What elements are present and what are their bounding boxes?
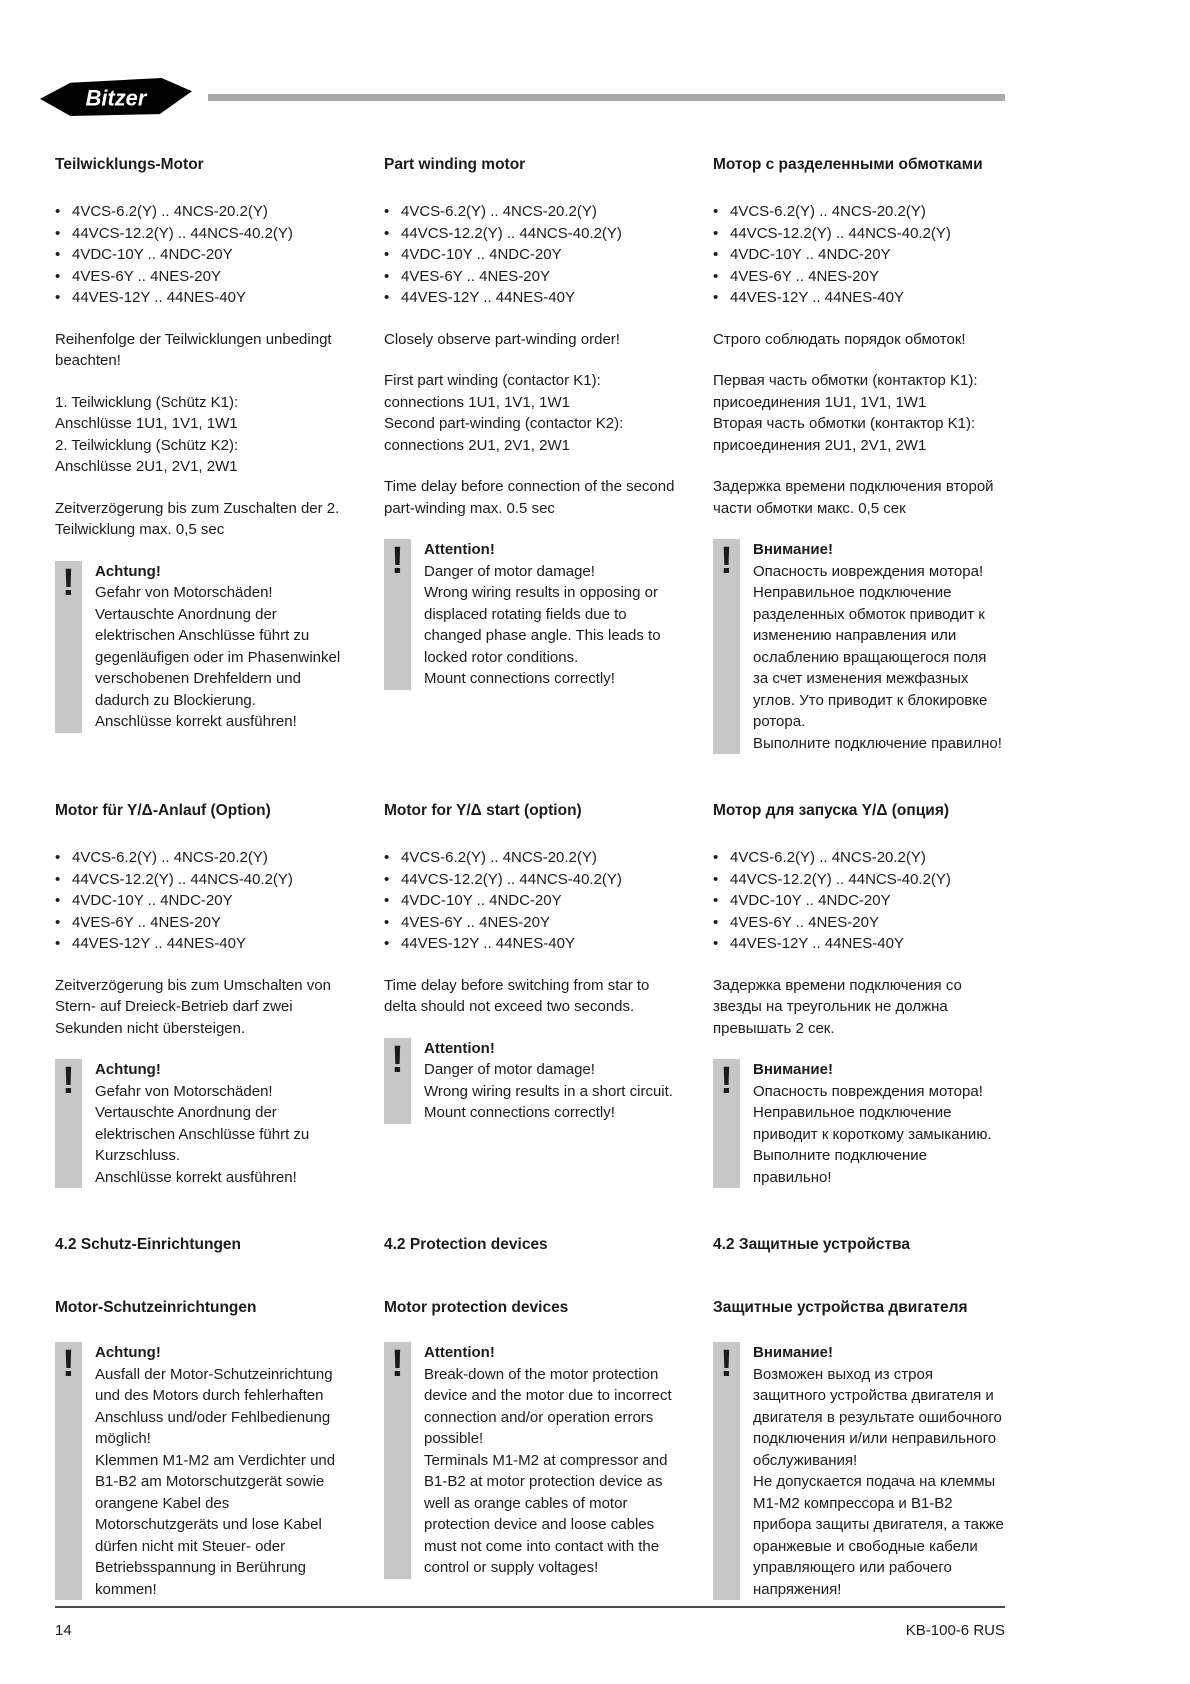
- bullet-icon: •: [55, 849, 61, 866]
- step-line: Первая часть обмотки (контактор K1):: [713, 372, 978, 389]
- model-item: [55, 869, 347, 891]
- model-text: 44VES-12Y .. 44NES-40Y: [72, 935, 246, 952]
- attention-body: [753, 1342, 1005, 1600]
- bullet-icon: •: [384, 849, 390, 866]
- model-item: [55, 266, 347, 288]
- model-text: 4VES-6Y .. 4NES-20Y: [401, 267, 550, 285]
- bullet-icon: •: [713, 892, 719, 909]
- model-text: 44VES-12Y .. 44NES-40Y: [401, 935, 575, 952]
- attention-title: Внимание!: [753, 1344, 833, 1361]
- section-sub-title: Motor-Schutzeinrichtungen: [55, 1299, 257, 1316]
- page-footer: [55, 1606, 1005, 1642]
- attention-line: Gefahr von Motorschäden!: [95, 584, 273, 601]
- model-item: [384, 933, 676, 955]
- attention-body: [753, 539, 1005, 754]
- attention-body: [424, 539, 676, 690]
- attention-line: Wrong wiring results in a short circuit.: [424, 1082, 673, 1100]
- model-text: 4VDC-10Y .. 4NDC-20Y: [72, 892, 233, 909]
- paragraph: Reihenfolge der Teilwicklungen unbedingt beachten!: [55, 330, 332, 369]
- bullet-icon: •: [384, 246, 390, 263]
- paragraph: Строго соблюдать порядок обмоток!: [713, 330, 966, 348]
- model-item: [55, 244, 347, 266]
- model-text: 4VDC-10Y .. 4NDC-20Y: [730, 246, 891, 263]
- attention-bar: [713, 1342, 740, 1600]
- bullet-icon: •: [713, 267, 719, 285]
- attention-line: Break-down of the motor protection device and the motor due to incorrect connection and/or operation errors possible!: [424, 1365, 672, 1447]
- model-item: [55, 890, 347, 912]
- attention-box: [713, 539, 1005, 754]
- model-text: 44VES-12Y .. 44NES-40Y: [730, 289, 904, 306]
- bullet-icon: •: [55, 203, 61, 220]
- attention-line: Неправильное подключение разделенных обмоток приводит к изменению направления или ослаблению вращающегося поля за счет изменения межфазных углов. Уто приводит к блокировке ротора.: [753, 584, 988, 730]
- model-text: 4VCS-6.2(Y) .. 4NCS-20.2(Y): [730, 849, 926, 866]
- model-item: [713, 223, 1005, 245]
- attention-bar: [384, 539, 411, 690]
- model-text: 4VES-6Y .. 4NES-20Y: [72, 267, 221, 285]
- bullet-icon: •: [713, 849, 719, 866]
- attention-line: Mount connections correctly!: [424, 1104, 615, 1121]
- model-text: 44VCS-12.2(Y) .. 44NCS-40.2(Y): [72, 224, 293, 242]
- exclamation-icon: !: [62, 1343, 75, 1385]
- section-title: Мотор с разделенными обмотками: [713, 156, 983, 173]
- attention-body: [753, 1059, 1005, 1188]
- step-line: присоединения 2U1, 2V1, 2W1: [713, 436, 927, 454]
- attention-box: [55, 561, 347, 733]
- model-item: [713, 933, 1005, 955]
- section-en-part-winding-motor: [384, 154, 676, 754]
- step-line: присоединения 1U1, 1V1, 1W1: [713, 393, 927, 411]
- section-sub-title: Защитные устройства двигателя: [713, 1299, 968, 1316]
- section-title: Part winding motor: [384, 156, 526, 173]
- model-text: 4VCS-6.2(Y) .. 4NCS-20.2(Y): [401, 849, 597, 866]
- section-title: Motor für Y/Δ-Anlauf (Option): [55, 802, 271, 819]
- step-line: Вторая часть обмотки (контактор K1):: [713, 415, 976, 432]
- model-item: [713, 912, 1005, 934]
- attention-box: [384, 1342, 676, 1579]
- model-item: [713, 287, 1005, 309]
- section-ru-part-winding-motor: [713, 154, 1005, 754]
- step-line: Second part-winding (contactor K2):: [384, 415, 624, 432]
- model-text: 44VCS-12.2(Y) .. 44NCS-40.2(Y): [730, 224, 951, 242]
- model-text: 44VCS-12.2(Y) .. 44NCS-40.2(Y): [401, 224, 622, 242]
- model-item: [55, 223, 347, 245]
- attention-box: [55, 1342, 347, 1600]
- section-en-yd-start: [384, 800, 676, 1188]
- model-text: 44VES-12Y .. 44NES-40Y: [730, 935, 904, 952]
- attention-line: Неправильное подключение приводит к короткому замыканию.: [753, 1104, 992, 1143]
- bullet-icon: •: [713, 246, 719, 263]
- paragraph: Zeitverzögerung bis zum Umschalten von Stern- auf Dreieck-Betrieb darf zwei Sekunden nicht übersteigen.: [55, 976, 331, 1037]
- document-code: KB-100-6 RUS: [905, 1622, 1005, 1639]
- attention-title: Achtung!: [95, 1061, 161, 1078]
- attention-line: Опасность иовреждения мотора!: [753, 562, 984, 580]
- bullet-icon: •: [384, 267, 390, 285]
- bullet-icon: •: [55, 870, 61, 888]
- paragraph: Time delay before connection of the second part-winding max. 0.5 sec: [384, 478, 675, 517]
- bullet-icon: •: [713, 224, 719, 242]
- model-text: 4VCS-6.2(Y) .. 4NCS-20.2(Y): [730, 203, 926, 220]
- model-text: 4VDC-10Y .. 4NDC-20Y: [72, 246, 233, 263]
- attention-line: Anschlüsse korrekt ausführen!: [95, 1168, 297, 1186]
- bullet-icon: •: [55, 913, 61, 931]
- attention-body: [95, 561, 347, 733]
- model-item: [384, 266, 676, 288]
- bullet-icon: •: [55, 892, 61, 909]
- attention-title: Attention!: [424, 1344, 495, 1361]
- bullet-icon: •: [713, 203, 719, 220]
- section-number-title: 4.2 Schutz-Einrichtungen: [55, 1236, 242, 1253]
- attention-title: Внимание!: [753, 1061, 833, 1078]
- model-text: 44VCS-12.2(Y) .. 44NCS-40.2(Y): [401, 870, 622, 888]
- paragraph: Closely observe part-winding order!: [384, 330, 620, 348]
- bullet-icon: •: [384, 913, 390, 931]
- model-text: 4VES-6Y .. 4NES-20Y: [730, 267, 879, 285]
- attention-bar: [384, 1038, 411, 1124]
- bullet-icon: •: [713, 289, 719, 306]
- model-list: [713, 847, 1005, 955]
- attention-line: Не допускается подача на клеммы M1-M2 компрессора и B1-B2 прибора защиты двигателя, а также оранжевые и свободные кабели управляющего или рабочего напряжения!: [753, 1473, 1004, 1598]
- exclamation-icon: !: [391, 540, 404, 582]
- attention-title: Attention!: [424, 541, 495, 558]
- model-item: [713, 201, 1005, 223]
- exclamation-icon: !: [391, 1038, 404, 1081]
- step-line: Anschlüsse 2U1, 2V1, 2W1: [55, 458, 238, 475]
- section-ru-protection-devices: [713, 1234, 1005, 1600]
- model-item: [384, 287, 676, 309]
- bullet-icon: •: [384, 892, 390, 909]
- attention-line: Terminals M1-M2 at compressor and B1-B2 at motor protection device as well as orange cables of motor protection device and loose cables must not come into contact with the control or supply voltages!: [424, 1451, 668, 1576]
- step-line: connections 1U1, 1V1, 1W1: [384, 393, 570, 411]
- section-de-yd-start: [55, 800, 347, 1188]
- attention-box: [384, 1038, 676, 1124]
- section-de-part-winding-motor: [55, 154, 347, 754]
- model-item: [384, 201, 676, 223]
- paragraph: Time delay before switching from star to delta should not exceed two seconds.: [384, 976, 650, 1015]
- attention-line: Vertauschte Anordnung der elektrischen Anschlüsse führt zu Kurzschluss.: [95, 1104, 310, 1164]
- model-list: [384, 201, 676, 309]
- attention-body: [95, 1059, 347, 1188]
- bullet-icon: •: [713, 935, 719, 952]
- model-text: 44VES-12Y .. 44NES-40Y: [401, 289, 575, 306]
- model-list: [713, 201, 1005, 309]
- attention-line: Mount connections correctly!: [424, 670, 615, 687]
- attention-body: [95, 1342, 347, 1600]
- attention-line: Danger of motor damage!: [424, 1061, 595, 1078]
- model-item: [713, 890, 1005, 912]
- attention-box: [55, 1059, 347, 1188]
- attention-line: Выполните подключение правилно!: [753, 734, 1002, 752]
- exclamation-icon: !: [720, 540, 733, 582]
- attention-title: Achtung!: [95, 1344, 161, 1361]
- model-item: [384, 244, 676, 266]
- paragraph: Задержка времени подключения со звезды на треугольник не должна превышать 2 сек.: [713, 976, 962, 1037]
- attention-bar: [713, 1059, 740, 1188]
- model-text: 4VES-6Y .. 4NES-20Y: [730, 913, 879, 931]
- model-item: [713, 869, 1005, 891]
- model-item: [55, 201, 347, 223]
- bullet-icon: •: [55, 935, 61, 952]
- model-item: [713, 847, 1005, 869]
- model-text: 4VDC-10Y .. 4NDC-20Y: [730, 892, 891, 909]
- attention-bar: [384, 1342, 411, 1579]
- attention-line: Опасность повреждения мотора!: [753, 1082, 983, 1100]
- attention-line: Wrong wiring results in opposing or displaced rotating fields due to changed phase angle. This leads to locked rotor conditions.: [424, 584, 661, 666]
- section-de-protection-devices: [55, 1234, 347, 1600]
- attention-bar: [55, 1342, 82, 1600]
- bullet-icon: •: [55, 267, 61, 285]
- attention-bar: [55, 561, 82, 733]
- exclamation-icon: !: [391, 1343, 404, 1385]
- section-number-title: 4.2 Protection devices: [384, 1236, 548, 1253]
- section-title: Teilwicklungs-Motor: [55, 156, 204, 173]
- step-line: connections 2U1, 2V1, 2W1: [384, 436, 570, 454]
- bullet-icon: •: [384, 935, 390, 952]
- model-text: 4VDC-10Y .. 4NDC-20Y: [401, 246, 562, 263]
- attention-line: Anschlüsse korrekt ausführen!: [95, 713, 297, 730]
- model-text: 44VCS-12.2(Y) .. 44NCS-40.2(Y): [72, 870, 293, 888]
- bitzer-logo-text: Bitzer: [85, 85, 147, 111]
- wiring-steps: [55, 392, 347, 478]
- model-item: [713, 266, 1005, 288]
- attention-line: Klemmen M1-M2 am Verdichter und B1-B2 am Motorschutzgerät sowie orangene Kabel des Motorschutzgeräts und lose Kabel dürfen nicht mit Steuer- oder Betriebsspannung in Berührung kommen!: [95, 1451, 336, 1598]
- attention-body: [424, 1342, 676, 1579]
- section-ru-yd-start: [713, 800, 1005, 1188]
- attention-box: [713, 1059, 1005, 1188]
- attention-line: Ausfall der Motor-Schutzeinrichtung und des Motors durch fehlerhaften Anschluss und/oder Fehlbedienung möglich!: [95, 1365, 333, 1447]
- attention-line: Выполните подключение правильно!: [753, 1147, 928, 1186]
- step-line: 1. Teilwicklung (Schütz K1):: [55, 393, 239, 411]
- wiring-steps: [713, 370, 1005, 456]
- model-item: [384, 890, 676, 912]
- section-number-title: 4.2 Защитные устройства: [713, 1236, 910, 1253]
- model-text: 4VCS-6.2(Y) .. 4NCS-20.2(Y): [401, 203, 597, 220]
- bullet-icon: •: [713, 870, 719, 888]
- wiring-steps: [384, 370, 676, 456]
- section-title: Мотор для запуска Y/Δ (опция): [713, 802, 950, 819]
- section-sub-title: Motor protection devices: [384, 1299, 569, 1316]
- bullet-icon: •: [384, 870, 390, 888]
- paragraph: Zeitverzögerung bis zum Zuschalten der 2. Teilwicklung max. 0,5 sec: [55, 499, 340, 538]
- paragraph: Задержка времени подключения второй части обмотки макс. 0,5 сек: [713, 478, 994, 517]
- header-rule: [208, 94, 1005, 101]
- bullet-icon: •: [55, 246, 61, 263]
- attention-box: [713, 1342, 1005, 1600]
- model-text: 4VES-6Y .. 4NES-20Y: [401, 913, 550, 931]
- attention-box: [384, 539, 676, 690]
- attention-body: [424, 1038, 673, 1124]
- bullet-icon: •: [713, 913, 719, 931]
- model-list: [384, 847, 676, 955]
- section-title: Motor for Y/Δ start (option): [384, 802, 582, 819]
- attention-line: Возможен выход из строя защитного устройства двигателя и двигателя в результате ошибочного подключения и/или неправильного обслуживания!: [753, 1365, 1002, 1469]
- model-item: [55, 933, 347, 955]
- model-item: [384, 223, 676, 245]
- model-item: [384, 847, 676, 869]
- exclamation-icon: !: [62, 561, 75, 604]
- page-content: [55, 154, 1005, 1600]
- model-list: [55, 201, 347, 309]
- model-item: [55, 287, 347, 309]
- model-text: 44VES-12Y .. 44NES-40Y: [72, 289, 246, 306]
- section-en-protection-devices: [384, 1234, 676, 1600]
- bullet-icon: •: [55, 289, 61, 306]
- model-text: 44VCS-12.2(Y) .. 44NCS-40.2(Y): [730, 870, 951, 888]
- model-item: [384, 869, 676, 891]
- bullet-icon: •: [384, 224, 390, 242]
- page-header: [40, 76, 1005, 118]
- model-list: [55, 847, 347, 955]
- attention-bar: [55, 1059, 82, 1188]
- attention-title: Внимание!: [753, 541, 833, 558]
- exclamation-icon: !: [720, 1343, 733, 1385]
- attention-line: Vertauschte Anordnung der elektrischen Anschlüsse führt zu gegenläufigen oder im Phasenwinkel verschobenen Drehfeldern und dadurch zu Blockierung.: [95, 605, 341, 709]
- model-text: 4VES-6Y .. 4NES-20Y: [72, 913, 221, 931]
- exclamation-icon: !: [720, 1060, 733, 1102]
- step-line: 2. Teilwicklung (Schütz K2):: [55, 436, 239, 454]
- bitzer-logo: [40, 76, 192, 118]
- step-line: First part winding (contactor K1):: [384, 372, 601, 389]
- page-number: 14: [55, 1622, 72, 1639]
- model-item: [713, 244, 1005, 266]
- attention-line: Gefahr von Motorschäden!: [95, 1082, 273, 1100]
- bullet-icon: •: [384, 289, 390, 306]
- bullet-icon: •: [384, 203, 390, 220]
- model-item: [384, 912, 676, 934]
- model-text: 4VCS-6.2(Y) .. 4NCS-20.2(Y): [72, 849, 268, 866]
- model-item: [55, 912, 347, 934]
- step-line: Anschlüsse 1U1, 1V1, 1W1: [55, 415, 238, 432]
- bullet-icon: •: [55, 224, 61, 242]
- attention-title: Attention!: [424, 1039, 495, 1057]
- attention-line: Danger of motor damage!: [424, 562, 595, 580]
- model-text: 4VCS-6.2(Y) .. 4NCS-20.2(Y): [72, 203, 268, 220]
- exclamation-icon: !: [62, 1060, 75, 1102]
- attention-bar: [713, 539, 740, 754]
- attention-title: Achtung!: [95, 562, 161, 580]
- model-text: 4VDC-10Y .. 4NDC-20Y: [401, 892, 562, 909]
- model-item: [55, 847, 347, 869]
